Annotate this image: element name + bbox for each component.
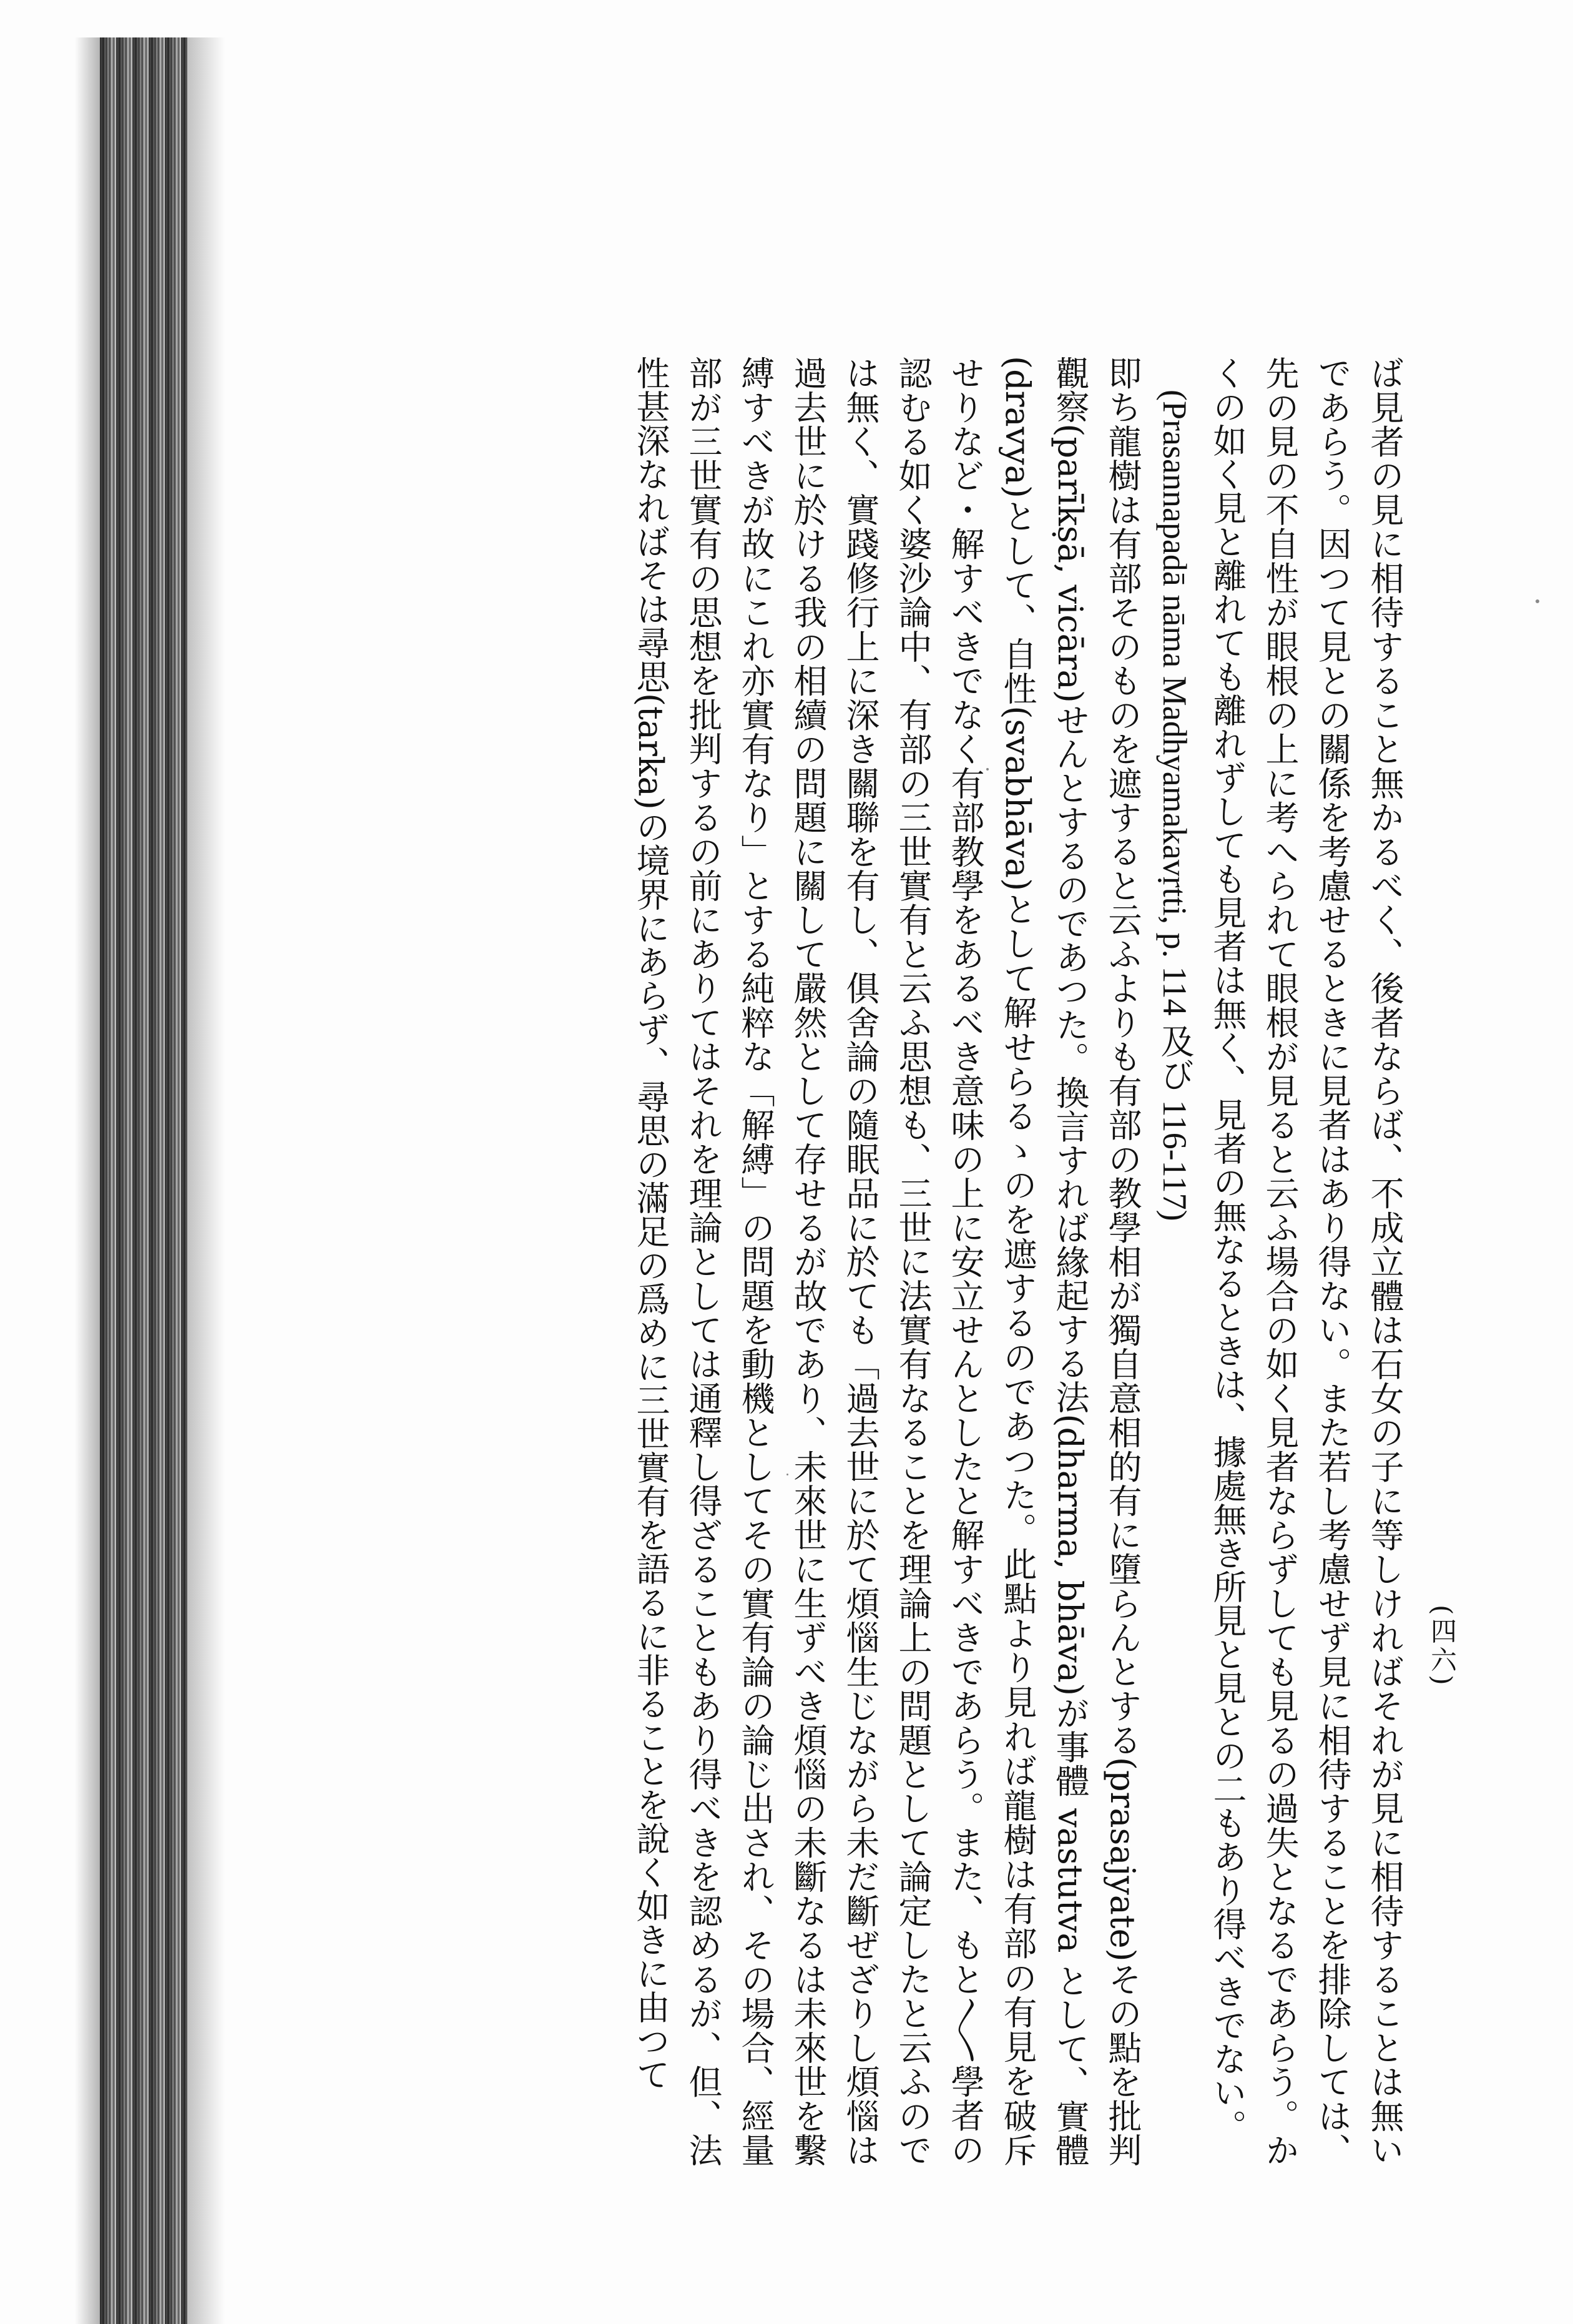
book-binding-edge: [100, 37, 187, 2324]
page-number: (四六): [1427, 1605, 1458, 1688]
citation-reference: (Prasannapadā nāma Madhyamakavṛtti, p. 114 及び 116-117): [1156, 390, 1193, 1221]
binding-fade: [187, 37, 225, 2324]
paragraph-1: ば見者の見に相待すること無かるべく、後者ならば、不成立體は石女の子に等しければそれが見に相待することは無いであらう。因つて見との關係を考慮せるときに見者はあり得ない。また若し考慮せず見に相待することを排除しては、先の見の不自性が眼根の上に考へられて眼根が見ると云ふ場合の如く見者ならずしても見るの過失となるであらう。かくの如く見と離れても離れずしても見者は無く、見者の無なるときは、據處無き所見と見との二もあり得べきでない。: [1208, 356, 1404, 2167]
binding-shadow: [75, 37, 103, 2324]
scan-speck: [1536, 599, 1539, 603]
scan-speck: [986, 768, 989, 771]
paragraph-2: 即ち龍樹は有部そのものを遮すると云ふよりも有部の教學相が獨自意相的有に墮らんとする(prasajyate)その點を批判觀察(parīkṣā, vicāra)せんとするのであつた。換言すれば緣起する法(dharma, bhāva)が事體 vastutva として、實體(dravya)として、自性(svabhāva)として解せらるゝのを遮するのであつた。此點より見れば龍樹は有部の有見を破斥せりなど・解すべきでなく有部教學をあるべき意味の上に安立せんとしたと解すべきであらう。また、もと〳〵學者の認むる如く婆沙論中、有部の三世實有と云ふ思想も、三世に法實有なることを理論上の問題として論定したと云ふのでは無く、實踐修行上に深き關聯を有し、俱舍論の隨眠品に於ても「過去世に於て煩惱生じながら未だ斷ぜざりし煩惱は過去世に於ける我の相續の問題に關して嚴然として存せるが故であり、未來世に生ずべき煩惱の未斷なるは未來世を繫縛すべきが故にこれ亦實有なり」とする純粹な「解縛」の問題を動機としてその實有論の論じ出され、その場合、經量部が三世實有の思想を批判するの前にありてはそれを理論としては通釋し得ざることもあり得べきを認めるが、但、法性甚深なればそは尋思(tarka)の境界にあらず、尋思の滿足の爲めに三世實有を語るに非ることを說く如きに由つて: [631, 356, 1142, 2167]
scan-speck: [786, 1474, 788, 1475]
main-text-block: [237, 356, 1411, 2167]
